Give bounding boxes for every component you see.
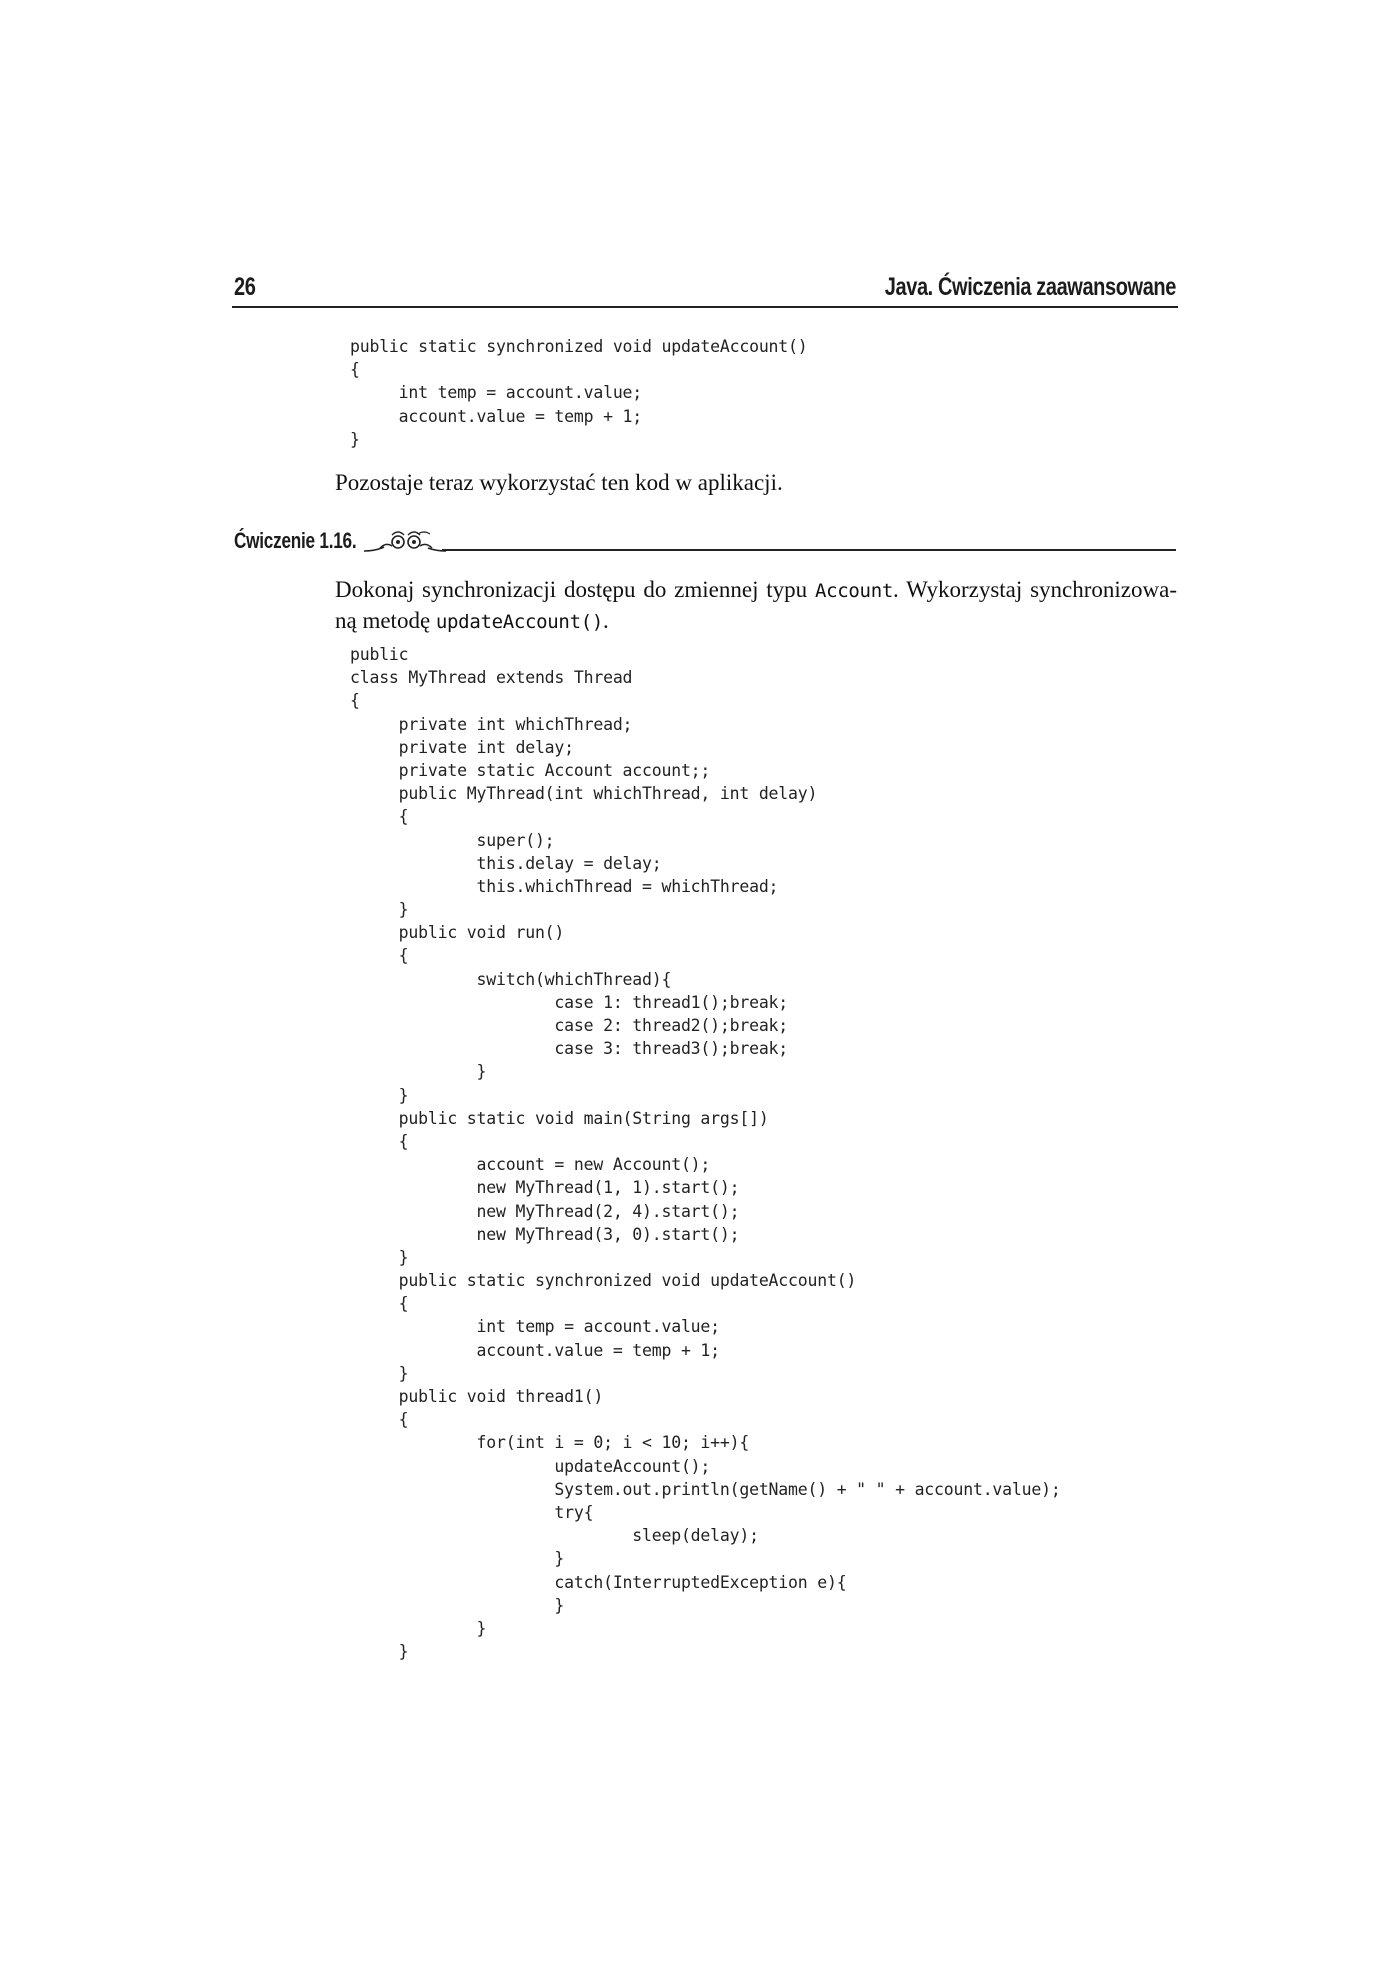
code-line: catch(InterruptedException e){ <box>350 1572 847 1592</box>
page-header <box>232 270 1178 308</box>
code-line: { <box>350 946 409 966</box>
code-block-update-account <box>350 335 808 451</box>
code-line: } <box>350 1085 409 1105</box>
code-line: this.whichThread = whichThread; <box>350 876 779 896</box>
code-line: new MyThread(1, 1).start(); <box>350 1178 740 1198</box>
code-line: this.delay = delay; <box>350 853 662 873</box>
exercise-heading <box>234 522 1176 554</box>
code-line: public static void main(String args[]) <box>350 1108 769 1128</box>
task-code-account: Account <box>815 580 893 602</box>
code-line: super(); <box>350 830 555 850</box>
exercise-rule <box>442 549 1176 551</box>
code-line: } <box>350 900 409 920</box>
code-line: private int delay; <box>350 737 574 757</box>
code-line: new MyThread(3, 0).start(); <box>350 1224 740 1244</box>
code-line: { <box>350 1294 409 1314</box>
code-line: } <box>350 1062 487 1082</box>
code-line: { <box>350 1131 409 1151</box>
code-line: public void thread1() <box>350 1387 604 1406</box>
code-line: } <box>350 1247 409 1267</box>
code-line: { <box>350 1410 409 1430</box>
code-block-mythread <box>350 643 1061 1663</box>
task-code-update-account: updateAccount() <box>435 611 603 633</box>
code-line: int temp = account.value; <box>350 1317 720 1337</box>
code-line: } <box>350 429 360 449</box>
code-line: public static synchronized void updateAccount() <box>350 1271 857 1291</box>
page-number: 26 <box>234 273 256 301</box>
code-line: new MyThread(2, 4).start(); <box>350 1201 740 1221</box>
code-line: { <box>350 360 360 380</box>
code-line: account.value = temp + 1; <box>350 406 643 426</box>
code-line: public MyThread(int whichThread, int delay) <box>350 784 818 804</box>
task-text-2: . Wykorzystaj synchronizowa-ną metodę <box>335 577 1177 633</box>
code-line: updateAccount(); <box>350 1456 711 1476</box>
code-line: public <box>350 645 409 664</box>
code-line: try{ <box>350 1502 594 1522</box>
code-line: } <box>350 1618 487 1638</box>
code-line: } <box>350 1595 565 1615</box>
exercise-label: Ćwiczenie 1.16. <box>234 528 357 553</box>
code-line: private static Account account;; <box>350 760 711 780</box>
paragraph-exercise-task <box>335 575 1177 637</box>
code-line: public static synchronized void updateAccount() <box>350 337 808 356</box>
decorative-flourish-icon <box>362 526 446 554</box>
code-line: case 2: thread2();break; <box>350 1016 789 1035</box>
code-line: } <box>350 1363 409 1383</box>
code-line: int temp = account.value; <box>350 383 643 403</box>
running-title: Java. Ćwiczenia zaawansowane <box>884 273 1176 301</box>
code-line: } <box>350 1549 565 1569</box>
code-line: sleep(delay); <box>350 1526 759 1546</box>
code-line: public void run() <box>350 923 565 943</box>
paragraph-intro: Pozostaje teraz wykorzystać ten kod w aplikacji. <box>335 470 783 495</box>
task-text-1: Dokonaj synchronizacji dostępu do zmiennej typu <box>335 577 815 602</box>
code-line: account = new Account(); <box>350 1155 711 1175</box>
code-line: case 1: thread1();break; <box>350 992 789 1012</box>
code-line: { <box>350 691 360 711</box>
code-line: switch(whichThread){ <box>350 969 672 989</box>
task-text-3: . <box>603 608 609 633</box>
code-line: private int whichThread; <box>350 714 633 734</box>
code-line: } <box>350 1642 409 1662</box>
code-line: for(int i = 0; i < 10; i++){ <box>350 1433 750 1453</box>
code-line: account.value = temp + 1; <box>350 1340 720 1360</box>
code-line: case 3: thread3();break; <box>350 1039 789 1059</box>
code-line: class MyThread extends Thread <box>350 668 633 688</box>
code-line: { <box>350 807 409 827</box>
code-line: System.out.println(getName() + " " + account.value); <box>350 1479 1061 1499</box>
